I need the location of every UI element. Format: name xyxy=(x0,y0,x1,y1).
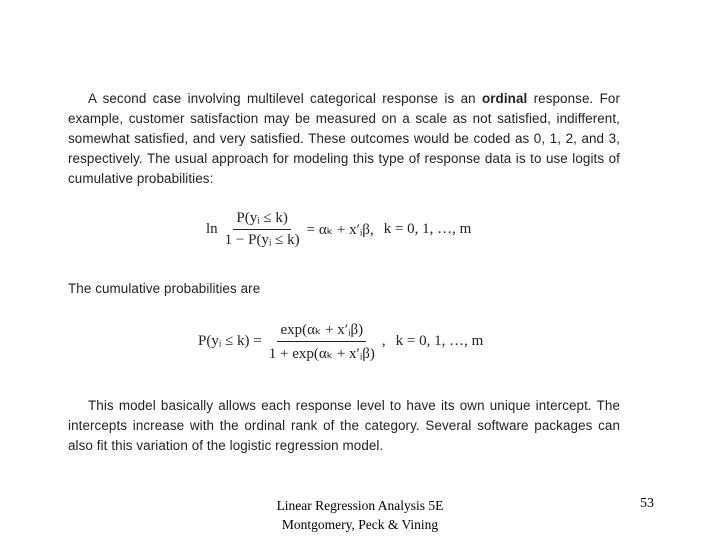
equation-range: k = 0, 1, …, m xyxy=(395,332,484,349)
paragraph-text-after: response. For example, customer satisfaction may be measured on a scale as not satisfied, indifferent, somewhat satisfied, and very satisfied. These outcomes would be coded as 0, 1, 2, and 3, respectively. The usual approach for modeling this type of response data is to use logits of cumulative probabilities: xyxy=(68,91,620,186)
paragraph-model-intercepts xyxy=(68,396,620,456)
equation-cumulative-logit xyxy=(206,208,471,250)
equation-comma: , xyxy=(381,332,386,349)
slide-footer xyxy=(272,496,448,534)
fraction xyxy=(266,320,378,363)
fraction-numerator: exp(αₖ + x′ᵢβ) xyxy=(277,320,366,342)
paragraph-text: This model basically allows each response level to have its own unique intercept. The intercepts increase with the ordinal rank of the category. Several software packages can also fit this variation of the logistic regression model. xyxy=(68,398,620,453)
equation-rhs: = αₖ + x′ᵢβ, xyxy=(306,221,374,238)
equation-lhs: P(yᵢ ≤ k) = xyxy=(198,332,262,349)
ln-operator: ln xyxy=(206,220,218,237)
fraction xyxy=(222,210,303,249)
bold-term-ordinal: ordinal xyxy=(481,91,528,106)
fraction-denominator: 1 + exp(αₖ + x′ᵢβ) xyxy=(268,345,375,362)
page-number: 53 xyxy=(640,496,654,511)
footer-authors: Montgomery, Peck & Vining xyxy=(281,517,439,532)
footer-book-title: Linear Regression Analysis 5E xyxy=(276,498,444,513)
paragraph-text: The cumulative probabilities are xyxy=(68,281,261,296)
paragraph-ordinal-response xyxy=(68,89,620,189)
equation-cumulative-probability xyxy=(198,318,483,364)
equation-range: k = 0, 1, …, m xyxy=(383,220,472,237)
paragraph-text-before: A second case involving multilevel categorical response is an xyxy=(88,91,482,106)
fraction-denominator: 1 − P(yᵢ ≤ k) xyxy=(224,231,300,248)
fraction-numerator: P(yᵢ ≤ k) xyxy=(233,210,291,230)
paragraph-cumulative-probabilities xyxy=(68,279,620,299)
